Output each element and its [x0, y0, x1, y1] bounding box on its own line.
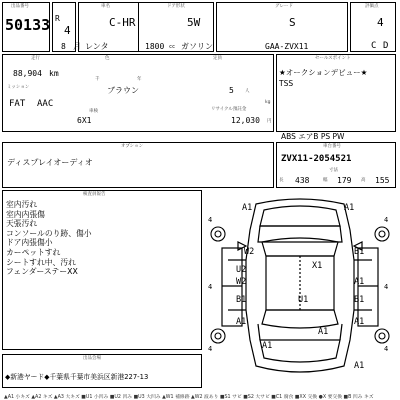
location-line: ◆新港ヤード◆千葉県千葉市美浜区新港227-13: [5, 373, 149, 381]
trans-label: ミッション: [7, 85, 30, 90]
tyre-mid-left: 4: [208, 283, 213, 291]
interior-score: C: [371, 41, 377, 51]
damage-mark-a1-bottom-r: A1: [354, 317, 365, 327]
auction-sheet: [2, 2, 398, 398]
capacity-unit: 人: [245, 89, 250, 94]
memo-line: コンソールのり跡、傷小: [6, 228, 92, 238]
memo-line: カーペットすれ: [6, 247, 61, 257]
damage-mark-a1-roof-l: A1: [242, 203, 253, 213]
month-value: 8: [61, 42, 66, 51]
height-value: 155: [375, 176, 390, 185]
memo-line: 天張汚れ: [6, 219, 38, 229]
mileage-unit: km: [49, 69, 59, 78]
damage-mark-a1-tail-r: A1: [354, 361, 365, 371]
score-cell: [350, 2, 396, 52]
damage-mark-a1-bottom-c: A1: [318, 327, 329, 337]
doors-label: ドア形状: [167, 4, 185, 9]
legend-footnote: ▲A1 小キズ ▲A2 キズ ▲A3 大キズ ■U1 小凹み ■U2 凹み ■U3 大凹み ▲W1 補修跡 ▲W2 波あり ■S1 サビ ■S2 大サビ ■C1 腐食 ■XX 交換 ●X 要交換 ■B 凹み キズ: [4, 395, 374, 400]
memo-line: フェンダーステーXX: [6, 267, 78, 277]
chassis-label: 車台番号: [323, 144, 341, 149]
recycle-label: リサイクル預託金: [211, 107, 247, 112]
color-value: ブラウン: [107, 86, 139, 95]
location-label: 出品会場: [83, 356, 101, 361]
sales-point-block: [276, 54, 396, 141]
car-outline: [204, 190, 396, 388]
capacity-value: 5: [229, 86, 234, 95]
inspection-value: 6X1: [77, 116, 92, 125]
damage-mark-u1-center: U1: [298, 295, 309, 305]
damage-mark-a1-tail-l: A1: [262, 341, 273, 351]
mileage-label: 走行: [31, 56, 40, 61]
options-label: オプション: [121, 144, 144, 149]
mileage-value: 88,904: [13, 69, 42, 78]
tyre-mid-right: 4: [384, 283, 389, 291]
damage-diagram: [204, 190, 396, 388]
ac-value: AAC: [37, 99, 54, 109]
memo-line: 室内内張傷: [6, 209, 45, 219]
damage-mark-x1-center: X1: [312, 261, 323, 271]
displacement-unit: cc: [169, 44, 176, 50]
doors-cell: [138, 2, 214, 52]
grade-cell: [216, 2, 348, 52]
damage-mark-a1-rear-l: A1: [236, 317, 247, 327]
tyre-front-right: 4: [384, 216, 389, 224]
month-unit: 月: [73, 42, 81, 51]
displacement-value: 1800: [145, 42, 165, 51]
inspector-memo-label: 検査員報告: [83, 192, 106, 197]
tyre-rear-left: 4: [208, 345, 213, 353]
equipment-items: ABS エアB PS PW: [281, 132, 345, 141]
length-label: 長: [279, 178, 284, 183]
recycle-value: 12,030: [231, 116, 260, 125]
fuel-value: ガソリン: [181, 42, 213, 51]
damage-mark-b1-rear-r: B1: [354, 295, 365, 305]
width-value: 179: [337, 176, 352, 185]
r-mark: R: [55, 14, 60, 23]
grade-value: S: [289, 16, 296, 29]
damage-mark-u2-door-l: U2: [236, 265, 247, 275]
damage-mark-a1-door-r: A1: [354, 277, 365, 287]
sales-point-label: セールスポイント: [315, 56, 351, 61]
damage-mark-b1-rear-l: B1: [236, 295, 247, 305]
lot-label: 出品番号: [11, 4, 29, 9]
car-name-label: 車名: [101, 4, 110, 9]
color-label: 色: [105, 56, 110, 61]
damage-mark-w2-door-l: W2: [236, 277, 247, 287]
sales-point-line-2: TSS: [279, 79, 294, 88]
memo-line: シートすれ中、汚れ: [6, 257, 76, 267]
car-name-value: C-HR: [109, 16, 136, 29]
lot-number: 50133: [5, 16, 51, 34]
width-label: 幅: [323, 178, 328, 183]
grade-label: グレード: [275, 4, 293, 9]
usage-value: レンタ: [85, 42, 109, 51]
inspector-memo-lines: [6, 200, 92, 277]
trans-value: FAT: [9, 99, 26, 109]
options-block: [2, 142, 274, 188]
car-name-cell: [73, 2, 138, 52]
mileage-thousand: 千: [95, 77, 100, 82]
recycle-unit: 円: [267, 119, 272, 124]
chassis-number: ZVX11-2054521: [281, 154, 352, 164]
chassis-block: [276, 142, 396, 188]
inspector-memo-block: [2, 190, 202, 350]
tyre-rear-right: 4: [384, 345, 389, 353]
weight-unit: kg: [265, 100, 271, 105]
memo-line: 室内汚れ: [6, 200, 38, 209]
capacity-label: 定員: [213, 56, 222, 61]
sales-point-line-1: ★オークションデビュー★: [279, 68, 368, 77]
exterior-score: D: [383, 41, 389, 51]
inspection-label: 車検: [89, 109, 98, 114]
damage-mark-a1-roof-r: A1: [344, 203, 355, 213]
damage-mark-w2-front-l: W2: [244, 247, 255, 257]
tyre-front-left: 4: [208, 216, 213, 224]
score-value: 4: [377, 16, 384, 29]
location-block: [2, 354, 202, 388]
doors-value: 5W: [187, 16, 201, 29]
lot-cell: [2, 2, 50, 52]
model-code: GAA-ZVX11: [265, 42, 309, 51]
specs-block: [2, 54, 274, 132]
height-label: 高: [361, 178, 366, 183]
damage-mark-b1-front-r: B1: [354, 247, 365, 257]
dims-label: 寸法: [329, 168, 338, 173]
length-value: 438: [295, 176, 310, 185]
score-label: 評価点: [365, 4, 379, 9]
options-text: ディスプレイオーディオ: [7, 158, 93, 167]
year-value: 4: [64, 24, 71, 37]
mileage-year: 年: [137, 77, 142, 82]
memo-line: ドア内張傷小: [6, 238, 53, 248]
